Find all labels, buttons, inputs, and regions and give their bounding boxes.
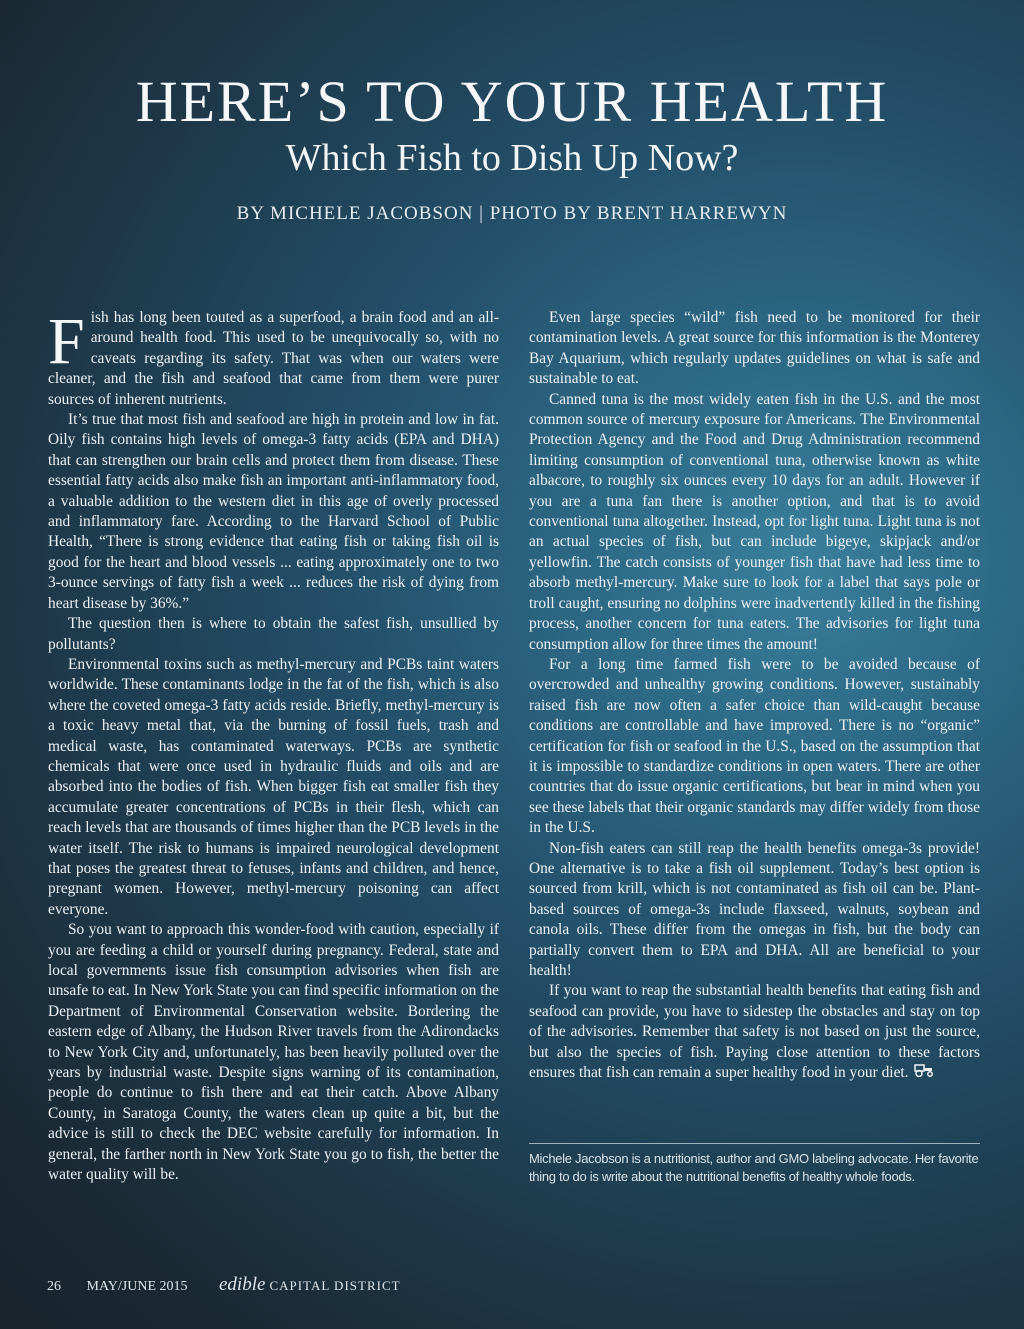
paragraph: Environmental toxins such as methyl-mercury and PCBs taint waters worldwide. These contaminants lodge in the fat of the fish, which is also where the coveted omega-3 fatty acids reside. Briefly, methyl-mercury is a toxic heavy metal that, via the burning of fossil fuels, trash and medical waste, has contaminated waterways. PCBs are synthetic chemicals that were once used in hydraulic fluids and oils and are absorbed into the bodies of fish. When bigger fish eat smaller fish they accumulate greater concentrations of PCBs in their flesh, which can reach levels that are thousands of times higher than the PCB levels in the water itself. The risk to humans is impaired neurological development that poses the greatest threat to fetuses, infants and children, and hence, pregnant women. However, methyl-mercury poisoning can affect everyone. [48,655,499,918]
byline: BY MICHELE JACOBSON | PHOTO BY BRENT HARREWYN [236,203,788,224]
paragraph: If you want to reap the substantial health benefits that eating fish and seafood can provide, you have to sidestep the obstacles and stay on top of the advisories. Remember that safety is not based on just the source, but also the species of fish. Paying close attention to these factors ensures that fish can remain a super healthy food in your diet. [529,982,980,1082]
article-column-left [48,305,499,1185]
paragraph: So you want to approach this wonder-food with caution, especially if you are feeding a child or yourself during pregnancy. Federal, state and local governments issue fish consumption advisories when fish are unsafe to eat. In New York State you can find specific information on the Department of Environmental Conservation website. Bordering the eastern edge of Albany, the Hudson River travels from the Adirondacks to New York City and, unfortunately, has been heavily polluted over the years by industrial waste. Despite signs warning of its contamination, people do continue to fish there and eat their catch. Above Albany County, in Saratoga County, the waters clean up quite a bit, but the advice is still to check the DEC website carefully for information. In general, the farther north in New York State you go to fish, the better the water quality will be. [48,921,499,1184]
tractor-icon [913,1066,935,1081]
paragraph: For a long time farmed fish were to be avoided because of overcrowded and unhealthy growing conditions. However, sustainably raised fish are now often a safer choice than wild-caught because conditions are controllable and have improved. There is no “organic” certification for fish or seafood in the U.S., based on the assumption that it is impossible to standardize conditions in open waters. There are other countries that do issue organic certifications, but bear in mind when you see these labels that their organic standards may differ widely from those in the U.S. [529,655,980,837]
paragraph: Fish has long been touted as a superfood, a brain food and an all-around health food. This used to be unequivocally so, with no caveats regarding its safety. That was when our waters were cleaner, and the fish and seafood that came from them were purer sources of inherent nutrients. [48,305,499,408]
paragraph: Canned tuna is the most widely eaten fish in the U.S. and the most common source of mercury exposure for Americans. The Environmental Protection Agency and the Food and Drug Administration recommend limiting consumption of conventional tuna, otherwise known as white albacore, to roughly six ounces every 10 days for an adult. However if you are a tuna fan there is another option, and that is to avoid conventional tuna altogether. Instead, opt for light tuna. Light tuna is not an actual species of fish, but can include bigeye, skipjack and/or yellowfin. The catch consists of younger fish that have had less time to absorb methyl-mercury. Make sure to look for a label that says pole or troll caught, ensuring no dolphins were inadvertently killed in the fishing process, another concern for tuna eaters. The advisories for light tuna consumption allow for three times the amount! [529,390,980,653]
article-subtitle: Which Fish to Dish Up Now? [285,137,739,179]
issue-date: MAY/JUNE 2015 [86,1279,188,1294]
paragraph: Even large species “wild” fish need to be monitored for their contamination levels. A great source for this information is the Monterey Bay Aquarium, which regularly updates guidelines on what is safe and sustainable to eat. [529,309,980,388]
page-footer [47,1274,423,1296]
article-title: HERE’S TO YOUR HEALTH [135,69,889,134]
article-column-right [529,308,980,1084]
paragraph: Non-fish eaters can still reap the health benefits omega-3s provide! One alternative is to take a fish oil supplement. Today’s best option is sourced from krill, which is not contaminated as fish oil can be. Plant-based sources of omega-3s include flaxseed, walnuts, soybean and canola oils. These differ from the omegas in fish, but the body can partially convert them to EPA and DHA. All are beneficial to your health! [529,839,980,979]
brand-logo: edible [219,1274,266,1295]
bio-divider [529,1143,980,1144]
paragraph: The question then is where to obtain the safest fish, unsullied by pollutants? [48,615,499,653]
page-number: 26 [47,1279,61,1294]
paragraph: It’s true that most fish and seafood are high in protein and low in fat. Oily fish contains high levels of omega-3 fatty acids (EPA and DHA) that can strengthen our brain cells and protect them from disease. These essential fatty acids also make fish an important anti-inflammatory food, a valuable addition to the western diet in this age of overly processed and inflammatory fare. According to the Harvard School of Public Health, “There is strong evidence that eating fish or taking fish oil is good for the heart and blood vessels ... eating approximately one to two 3-ounce servings of fatty fish a week ... reduces the risk of dying from heart disease by 36%.” [48,411,499,612]
author-bio: Michele Jacobson is a nutritionist, author and GMO labeling advocate. Her favorite thing to do is write about the nutritional benefits of healthy whole foods. [529,1151,979,1184]
publication-name: CAPITAL DISTRICT [269,1278,401,1293]
drop-cap: F [48,305,85,378]
